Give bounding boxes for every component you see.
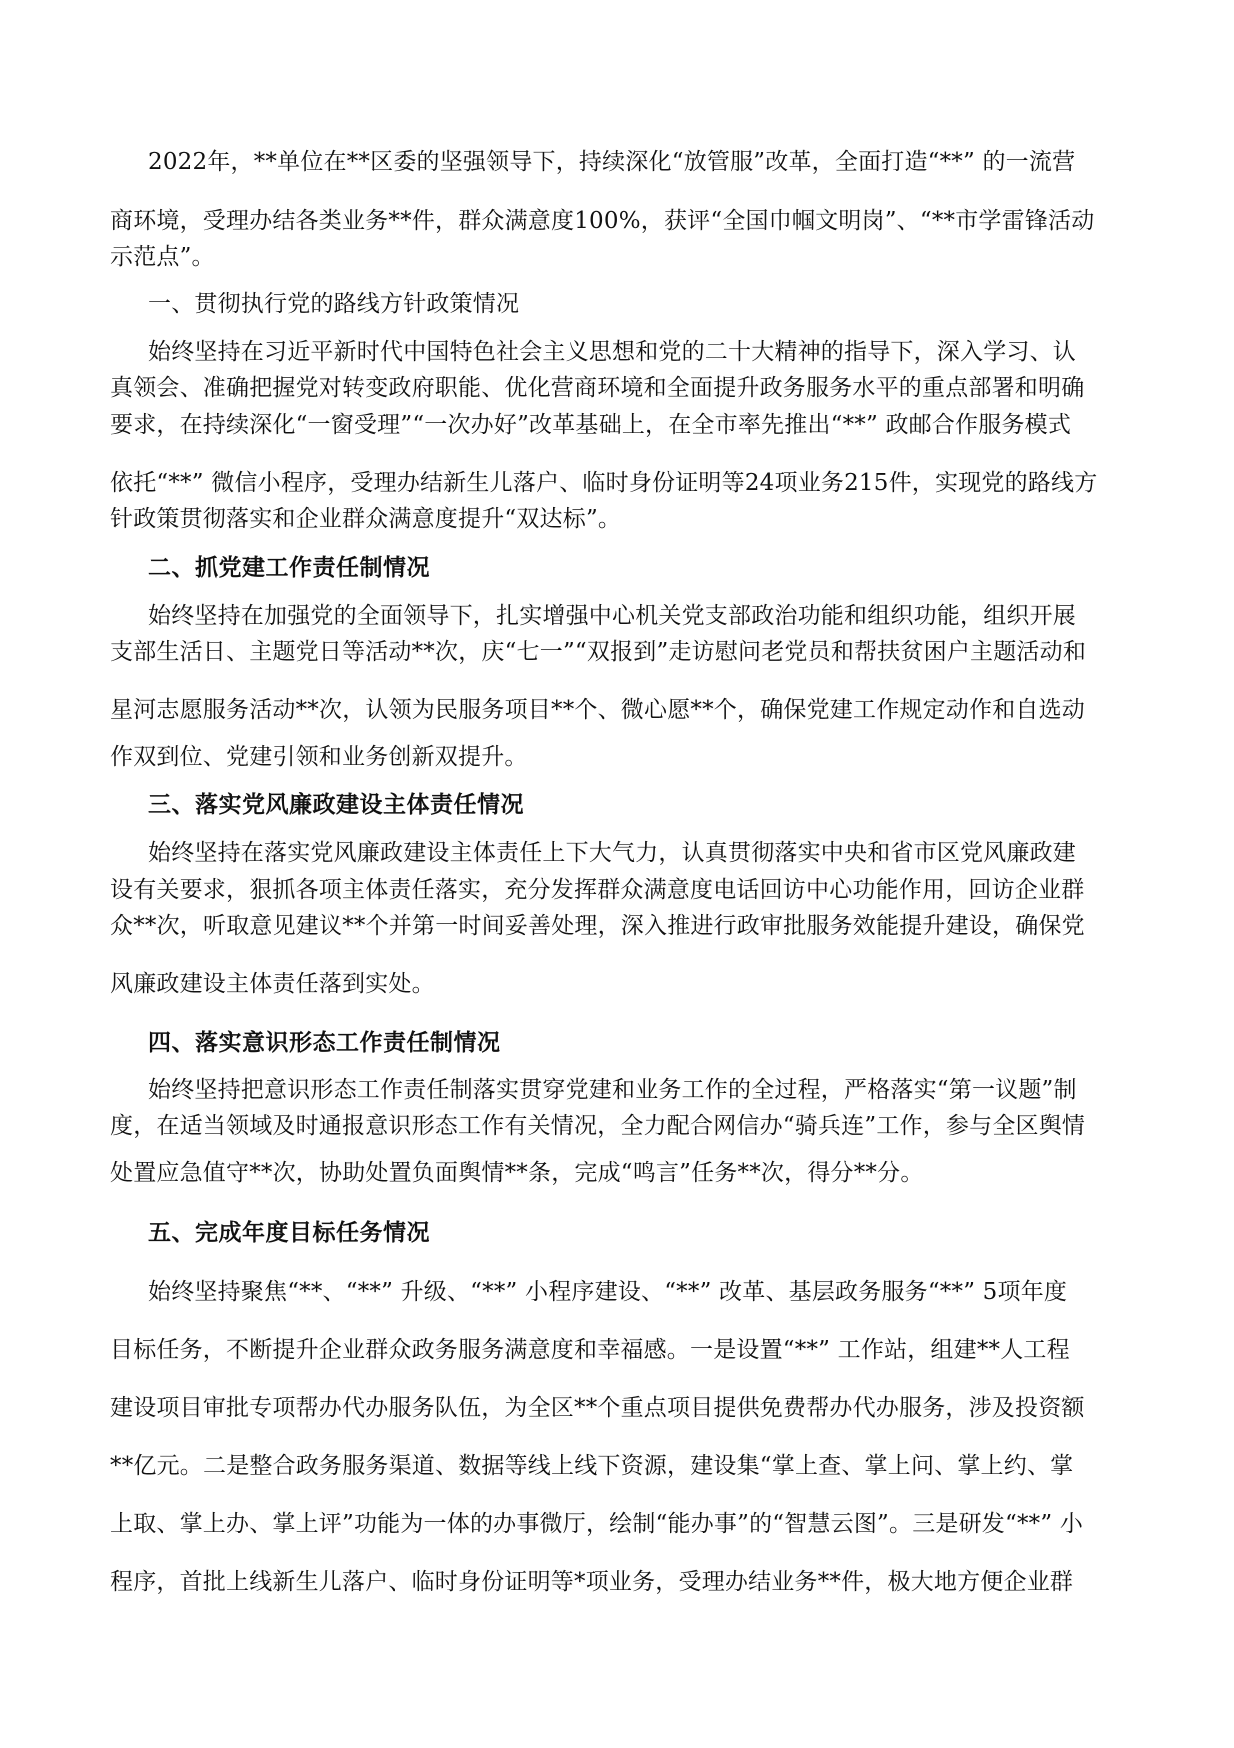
section-2-line-3: 星河志愿服务活动**次，认领为民服务项目**个、微心愿**个，确保党建工作规定动作和自选动 <box>110 697 1085 723</box>
section-heading-1: 一、贯彻执行党的路线方针政策情况 <box>148 291 520 317</box>
section-5-line-6: 程序，首批上线新生儿落户、临时身份证明等*项业务，受理办结业务**件，极大地方便企业群 <box>110 1569 1074 1595</box>
section-1-line-1: 始终坚持在习近平新时代中国特色社会主义思想和党的二十大精神的指导下，深入学习、认 <box>148 339 1076 365</box>
section-3-line-3: 众**次，听取意见建议**个并第一时间妥善处理，深入推进行政审批服务效能提升建设，确保党 <box>110 913 1085 939</box>
section-4-line-2: 度，在适当领域及时通报意识形态工作有关情况，全力配合网信办“骑兵连”工作，参与全区舆情 <box>110 1113 1086 1139</box>
section-3-line-4: 风廉政建设主体责任落到实处。 <box>110 971 435 997</box>
section-5-line-3: 建设项目审批专项帮办代办服务队伍，为全区**个重点项目提供免费帮办代办服务，涉及投资额 <box>110 1395 1085 1421</box>
section-2-line-4: 作双到位、党建引领和业务创新双提升。 <box>110 744 528 770</box>
section-1-line-4: 依托“**” 微信小程序，受理办结新生儿落户、临时身份证明等24项业务215件，实现党的路线方 <box>110 470 1098 496</box>
section-2-line-2: 支部生活日、主题党日等活动**次，庆“七一”“双报到”走访慰问老党员和帮扶贫困户主题活动和 <box>110 639 1087 665</box>
section-4-line-1: 始终坚持把意识形态工作责任制落实贯穿党建和业务工作的全过程，严格落实“第一议题”制 <box>148 1077 1077 1103</box>
intro-line-3: 示范点”。 <box>110 244 215 270</box>
section-5-line-4: **亿元。二是整合政务服务渠道、数据等线上线下资源，建设集“掌上查、掌上问、掌上约、掌 <box>110 1453 1074 1479</box>
section-1-line-5: 针政策贯彻落实和企业群众满意度提升“双达标”。 <box>110 506 622 532</box>
section-3-line-2: 设有关要求，狠抓各项主体责任落实，充分发挥群众满意度电话回访中心功能作用，回访企业群 <box>110 877 1085 903</box>
section-5-line-5: 上取、掌上办、掌上评”功能为一体的办事微厅，绘制“能办事”的“智慧云图”。三是研发“**” 小 <box>110 1511 1084 1537</box>
intro-line-2: 商环境，受理办结各类业务**件，群众满意度100%，获评“全国巾帼文明岗”、“**市学雷锋活动 <box>110 208 1095 234</box>
section-3-line-1: 始终坚持在落实党风廉政建设主体责任上下大气力，认真贯彻落实中央和省市区党风廉政建 <box>148 840 1076 866</box>
section-heading-4: 四、落实意识形态工作责任制情况 <box>148 1030 501 1056</box>
section-heading-3: 三、落实党风廉政建设主体责任情况 <box>148 792 524 818</box>
section-1-line-2: 真领会、准确把握党对转变政府职能、优化营商环境和全面提升政务服务水平的重点部署和明确 <box>110 375 1085 401</box>
intro-line-1: 2022年，**单位在**区委的坚强领导下，持续深化“放管服”改革，全面打造“**” 的一流营 <box>148 149 1076 175</box>
section-1-line-3: 要求，在持续深化“一窗受理”“一次办好”改革基础上，在全市率先推出“**” 政邮合作服务模式 <box>110 412 1072 438</box>
section-heading-2: 二、抓党建工作责任制情况 <box>148 555 430 581</box>
section-5-line-1: 始终坚持聚焦“**、“**” 升级、“**” 小程序建设、“**” 改革、基层政务服务“**” 5项年度 <box>148 1279 1068 1305</box>
section-4-line-3: 处置应急值守**次，协助处置负面舆情**条，完成“鸣言”任务**次，得分**分。 <box>110 1160 924 1186</box>
section-5-line-2: 目标任务，不断提升企业群众政务服务满意度和幸福感。一是设置“**” 工作站，组建**人工程 <box>110 1337 1070 1363</box>
section-2-line-1: 始终坚持在加强党的全面领导下，扎实增强中心机关党支部政治功能和组织功能，组织开展 <box>148 603 1076 629</box>
section-heading-5: 五、完成年度目标任务情况 <box>148 1220 430 1246</box>
